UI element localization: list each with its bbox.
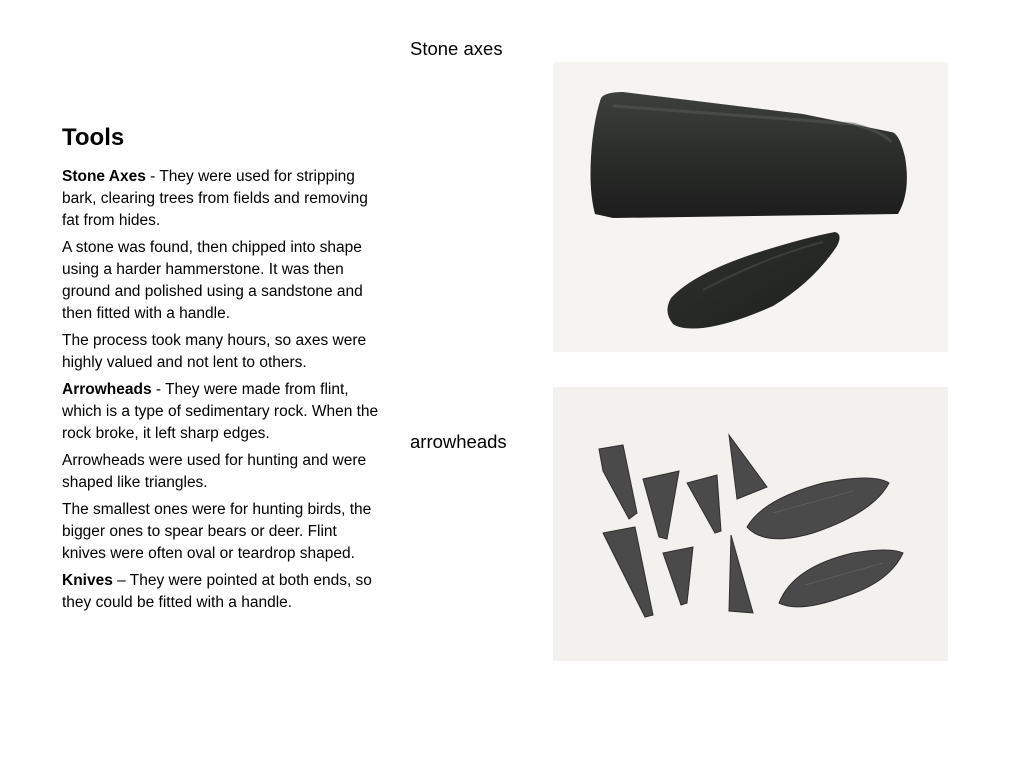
arrowhead-3	[687, 475, 721, 533]
large-stone-axe	[591, 92, 907, 218]
arrowhead-7	[729, 535, 753, 613]
paragraph-axe-value	[62, 330, 384, 374]
paragraph-axe-making	[62, 237, 384, 325]
arrowhead-2	[643, 471, 679, 539]
stone-axes-photo	[553, 62, 948, 352]
slide-title-axes-caption: Stone axes	[410, 38, 503, 59]
flint-knife-2	[779, 550, 903, 607]
term-knives: Knives	[62, 572, 113, 589]
paragraph-arrowheads	[62, 379, 384, 445]
paragraph-text: The process took many hours, so axes were highly valued and not lent to others.	[62, 332, 367, 371]
paragraph-text: - They were used for stripping bark, clearing trees from fields and removing fat from hides.	[62, 168, 368, 229]
paragraph-text: The smallest ones were for hunting birds, the bigger ones to spear bears or deer. Flint knives were often oval or teardrop shaped.	[62, 501, 372, 562]
small-stone-axe	[667, 232, 839, 329]
paragraph-text: Arrowheads were used for hunting and were shaped like triangles.	[62, 452, 367, 491]
paragraph-knives	[62, 570, 384, 614]
slide-title: Tools	[62, 124, 125, 151]
paragraph-arrowhead-sizes	[62, 499, 384, 565]
paragraph-text: – They were pointed at both ends, so they could be fitted with a handle.	[62, 572, 372, 611]
arrowhead-6	[663, 547, 693, 605]
arrowhead-5	[603, 527, 653, 617]
term-stone-axes: Stone Axes	[62, 168, 146, 185]
body-text	[62, 166, 384, 619]
paragraph-stone-axes	[62, 166, 384, 232]
arrowheads-photo	[553, 387, 948, 661]
arrowhead-1	[599, 445, 637, 519]
flint-knife-1	[747, 478, 889, 539]
arrowheads-caption: arrowheads	[410, 431, 507, 452]
paragraph-arrowhead-use	[62, 450, 384, 494]
paragraph-text: A stone was found, then chipped into shape using a harder hammerstone. It was then ground and polished using a sandstone and then fitted with a handle.	[62, 239, 363, 322]
arrowhead-4	[729, 435, 767, 499]
term-arrowheads: Arrowheads	[62, 381, 152, 398]
paragraph-text: - They were made from flint, which is a type of sedimentary rock. When the rock broke, it left sharp edges.	[62, 381, 379, 442]
